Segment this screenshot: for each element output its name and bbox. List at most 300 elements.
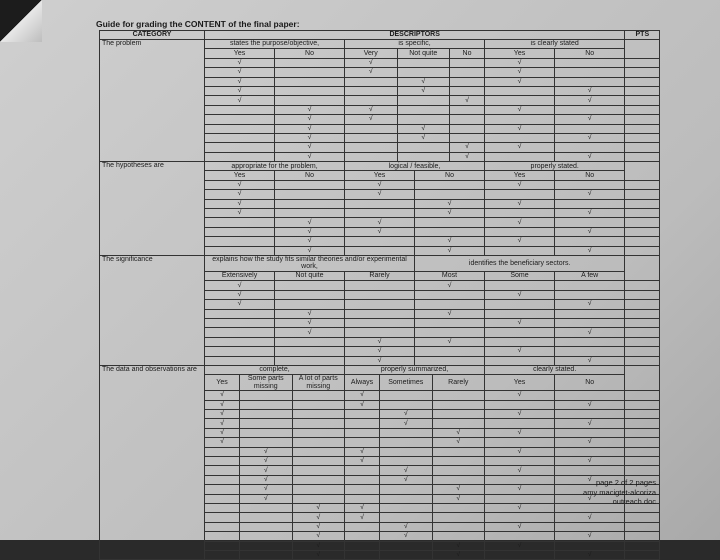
check-cell: [485, 475, 555, 484]
author-name: amy macigtet-alcoriza: [583, 487, 656, 497]
table-row: [100, 115, 660, 124]
category-cell: [100, 190, 205, 199]
check-cell: [450, 105, 485, 114]
check-cell: [485, 328, 555, 337]
pts-cell[interactable]: [625, 246, 660, 255]
check-cell: [205, 309, 275, 318]
check-cell: √: [485, 466, 555, 475]
pts-cell[interactable]: [625, 356, 660, 365]
check-cell: √: [485, 124, 555, 133]
check-cell: [205, 105, 275, 114]
check-cell: [380, 428, 433, 437]
pts-cell[interactable]: [625, 337, 660, 346]
check-cell: √: [240, 447, 293, 456]
table-row: [100, 419, 660, 428]
check-cell: √: [555, 209, 625, 218]
pts-cell[interactable]: [625, 513, 660, 522]
check-cell: [485, 400, 555, 409]
check-cell: √: [432, 550, 485, 559]
subheader-label: Extensively: [205, 271, 275, 280]
check-cell: [240, 438, 293, 447]
category-cell: [100, 124, 205, 133]
check-cell: [380, 457, 433, 466]
check-cell: [432, 466, 485, 475]
check-cell: [415, 218, 485, 227]
check-cell: [345, 309, 415, 318]
check-cell: √: [205, 438, 240, 447]
check-cell: [555, 218, 625, 227]
check-cell: [485, 115, 555, 124]
subheader-label: No: [275, 49, 345, 58]
check-cell: √: [485, 218, 555, 227]
check-cell: [555, 447, 625, 456]
check-cell: [205, 227, 275, 236]
table-row: [100, 227, 660, 236]
check-cell: [292, 447, 345, 456]
check-cell: [240, 410, 293, 419]
check-cell: √: [555, 400, 625, 409]
check-cell: [240, 419, 293, 428]
pts-cell[interactable]: [625, 550, 660, 559]
subheader-label: No: [555, 49, 625, 58]
subheader-label: Yes: [485, 375, 555, 391]
pts-cell[interactable]: [625, 115, 660, 124]
pts-cell[interactable]: [625, 290, 660, 299]
check-cell: √: [485, 541, 555, 550]
pts-cell[interactable]: [625, 318, 660, 327]
check-cell: [432, 457, 485, 466]
check-cell: [205, 237, 275, 246]
check-cell: [275, 199, 345, 208]
check-cell: [432, 475, 485, 484]
check-cell: √: [397, 77, 450, 86]
check-cell: √: [240, 457, 293, 466]
check-cell: [345, 410, 380, 419]
check-cell: [415, 328, 485, 337]
pts-cell[interactable]: [625, 227, 660, 236]
check-cell: √: [275, 309, 345, 318]
check-cell: √: [485, 347, 555, 356]
category-cell: [100, 96, 205, 105]
check-cell: [555, 124, 625, 133]
check-cell: [432, 513, 485, 522]
check-cell: √: [275, 328, 345, 337]
pts-cell[interactable]: [625, 438, 660, 447]
check-cell: [485, 513, 555, 522]
folded-corner: [0, 0, 42, 42]
pts-cell[interactable]: [625, 419, 660, 428]
check-cell: [555, 410, 625, 419]
table-row: [100, 466, 660, 475]
table-row: [100, 190, 660, 199]
category-cell: [100, 246, 205, 255]
check-cell: [240, 400, 293, 409]
category-cell: [100, 281, 205, 290]
category-cell: [100, 447, 205, 456]
descriptor-group: complete,: [205, 365, 345, 374]
check-cell: [275, 190, 345, 199]
table-row: [100, 152, 660, 161]
check-cell: [240, 522, 293, 531]
pts-cell[interactable]: [625, 190, 660, 199]
check-cell: √: [345, 356, 415, 365]
check-cell: √: [485, 290, 555, 299]
check-cell: [205, 347, 275, 356]
pts-cell[interactable]: [625, 309, 660, 318]
check-cell: [275, 337, 345, 346]
table-row: [100, 318, 660, 327]
table-row: [100, 503, 660, 512]
category-cell: [100, 328, 205, 337]
pts-cell: [625, 365, 660, 390]
category-cell: [100, 513, 205, 522]
check-cell: √: [380, 475, 433, 484]
check-cell: [432, 419, 485, 428]
check-cell: [205, 115, 275, 124]
header-row: [100, 31, 660, 40]
check-cell: √: [555, 438, 625, 447]
pts-cell[interactable]: [625, 347, 660, 356]
check-cell: √: [415, 309, 485, 318]
check-cell: √: [415, 209, 485, 218]
check-cell: √: [415, 337, 485, 346]
check-cell: [275, 356, 345, 365]
check-cell: [450, 68, 485, 77]
category-cell: [100, 290, 205, 299]
file-name: outreach.doc: [612, 497, 656, 506]
check-cell: √: [485, 410, 555, 419]
check-cell: √: [415, 237, 485, 246]
check-cell: √: [380, 410, 433, 419]
check-cell: √: [450, 96, 485, 105]
check-cell: [275, 180, 345, 189]
check-cell: [345, 199, 415, 208]
check-cell: [380, 485, 433, 494]
check-cell: [205, 356, 275, 365]
check-cell: [205, 494, 240, 503]
pts-cell[interactable]: [625, 522, 660, 531]
pts-cell[interactable]: [625, 428, 660, 437]
check-cell: [275, 58, 345, 67]
category-cell: [100, 199, 205, 208]
check-cell: [205, 513, 240, 522]
check-cell: [205, 246, 275, 255]
check-cell: √: [275, 237, 345, 246]
check-cell: [345, 77, 398, 86]
pts-cell[interactable]: [625, 281, 660, 290]
check-cell: √: [205, 400, 240, 409]
descriptor-group: is specific,: [345, 40, 485, 49]
check-cell: √: [205, 190, 275, 199]
check-cell: [205, 550, 240, 559]
table-row: [100, 550, 660, 559]
check-cell: [555, 281, 625, 290]
pts-cell[interactable]: [625, 86, 660, 95]
category-cell: [100, 115, 205, 124]
check-cell: [555, 105, 625, 114]
check-cell: [275, 96, 345, 105]
check-cell: [345, 494, 380, 503]
pts-cell[interactable]: [625, 152, 660, 161]
check-cell: √: [555, 190, 625, 199]
category-cell: [100, 337, 205, 346]
pts-cell[interactable]: [625, 457, 660, 466]
check-cell: √: [345, 115, 398, 124]
table-row: [100, 77, 660, 86]
category-cell: [100, 485, 205, 494]
check-cell: [555, 77, 625, 86]
check-cell: [380, 400, 433, 409]
check-cell: √: [555, 356, 625, 365]
check-cell: √: [345, 190, 415, 199]
check-cell: [345, 522, 380, 531]
check-cell: [345, 209, 415, 218]
check-cell: [345, 318, 415, 327]
check-cell: [205, 475, 240, 484]
category-label: The problem: [100, 40, 205, 59]
subheader-label: Some: [485, 271, 555, 280]
descriptor-group: properly stated.: [485, 162, 625, 171]
descriptor-group: clearly stated.: [485, 365, 625, 374]
check-cell: [292, 391, 345, 400]
table-row: [100, 485, 660, 494]
check-cell: [345, 133, 398, 142]
pts-cell[interactable]: [625, 466, 660, 475]
table-row: [100, 347, 660, 356]
category-cell: [100, 400, 205, 409]
check-cell: [380, 513, 433, 522]
check-cell: [292, 494, 345, 503]
check-cell: [205, 328, 275, 337]
check-cell: √: [397, 124, 450, 133]
pts-cell[interactable]: [625, 410, 660, 419]
check-cell: [345, 541, 380, 550]
check-cell: [380, 503, 433, 512]
check-cell: [555, 391, 625, 400]
check-cell: √: [240, 494, 293, 503]
check-cell: [555, 180, 625, 189]
check-cell: √: [415, 246, 485, 255]
check-cell: [205, 124, 275, 133]
category-cell: [100, 300, 205, 309]
subheader-label: Some parts missing: [240, 375, 293, 391]
check-cell: [205, 485, 240, 494]
category-cell: [100, 68, 205, 77]
check-cell: [205, 522, 240, 531]
subheader-label: Most: [415, 271, 485, 280]
subheader-label: No: [415, 171, 485, 180]
subheader-label: Yes: [485, 171, 555, 180]
check-cell: [555, 337, 625, 346]
check-cell: √: [485, 503, 555, 512]
check-cell: [397, 105, 450, 114]
pts-cell[interactable]: [625, 209, 660, 218]
check-cell: [292, 457, 345, 466]
subheader-label: No: [275, 171, 345, 180]
pts-cell[interactable]: [625, 237, 660, 246]
check-cell: [205, 466, 240, 475]
check-cell: [345, 152, 398, 161]
pts-cell[interactable]: [625, 133, 660, 142]
check-cell: √: [450, 152, 485, 161]
check-cell: [205, 133, 275, 142]
check-cell: √: [415, 281, 485, 290]
check-cell: [415, 318, 485, 327]
category-cell: [100, 457, 205, 466]
check-cell: [450, 58, 485, 67]
check-cell: √: [555, 86, 625, 95]
table-row: [100, 541, 660, 550]
check-cell: [345, 290, 415, 299]
subheader-label: Always: [345, 375, 380, 391]
check-cell: √: [345, 347, 415, 356]
subheader-label: Yes: [485, 49, 555, 58]
check-cell: √: [205, 68, 275, 77]
subheader-label: Yes: [205, 171, 275, 180]
table-row: [100, 309, 660, 318]
check-cell: √: [485, 180, 555, 189]
check-cell: [450, 77, 485, 86]
check-cell: [485, 419, 555, 428]
pts-cell[interactable]: [625, 58, 660, 67]
check-cell: √: [485, 428, 555, 437]
descriptor-group: states the purpose/objective,: [205, 40, 345, 49]
descriptor-group: explains how the study fits similar theories and/or experimental work,: [205, 255, 415, 271]
check-cell: [555, 143, 625, 152]
table-row: [100, 68, 660, 77]
check-cell: √: [485, 199, 555, 208]
pts-cell[interactable]: [625, 300, 660, 309]
category-cell: [100, 86, 205, 95]
table-row: [100, 209, 660, 218]
check-cell: √: [485, 77, 555, 86]
pts-cell[interactable]: [625, 447, 660, 456]
pts-cell[interactable]: [625, 328, 660, 337]
pts-cell[interactable]: [625, 180, 660, 189]
pts-cell[interactable]: [625, 199, 660, 208]
check-cell: √: [555, 152, 625, 161]
check-cell: [240, 391, 293, 400]
check-cell: [380, 438, 433, 447]
table-row: [100, 246, 660, 255]
check-cell: √: [275, 318, 345, 327]
check-cell: √: [485, 68, 555, 77]
table-row: [100, 410, 660, 419]
check-cell: √: [485, 237, 555, 246]
check-cell: √: [432, 438, 485, 447]
subheader-label: Yes: [205, 375, 240, 391]
table-row: [100, 300, 660, 309]
check-cell: √: [275, 227, 345, 236]
check-cell: [205, 318, 275, 327]
check-cell: √: [555, 457, 625, 466]
subheader-label: Rarely: [432, 375, 485, 391]
check-cell: √: [240, 466, 293, 475]
check-cell: [555, 199, 625, 208]
pts-cell[interactable]: [625, 400, 660, 409]
category-cell: [100, 503, 205, 512]
category-cell: [100, 541, 205, 550]
check-cell: √: [205, 300, 275, 309]
table-row: [100, 237, 660, 246]
check-cell: [345, 237, 415, 246]
check-cell: [555, 237, 625, 246]
table-row: [100, 494, 660, 503]
check-cell: √: [345, 105, 398, 114]
table-row: [100, 447, 660, 456]
check-cell: √: [345, 400, 380, 409]
pts-cell[interactable]: [625, 68, 660, 77]
check-cell: [240, 550, 293, 559]
table-row: [100, 218, 660, 227]
check-cell: [292, 485, 345, 494]
check-cell: [555, 522, 625, 531]
descriptor-group: appropriate for the problem,: [205, 162, 345, 171]
check-cell: √: [205, 58, 275, 67]
check-cell: √: [345, 513, 380, 522]
check-cell: √: [275, 143, 345, 152]
check-cell: [555, 466, 625, 475]
check-cell: [555, 347, 625, 356]
category-header: CATEGORY: [100, 31, 205, 40]
check-cell: [240, 541, 293, 550]
subheader-label: No: [555, 171, 625, 180]
descriptor-group: logical / feasible,: [345, 162, 485, 171]
descriptor-group: is clearly stated: [485, 40, 625, 49]
check-cell: [292, 466, 345, 475]
pts-cell[interactable]: [625, 218, 660, 227]
check-cell: √: [292, 522, 345, 531]
check-cell: √: [292, 550, 345, 559]
check-cell: [292, 428, 345, 437]
check-cell: [415, 300, 485, 309]
descriptors-header: DESCRIPTORS: [205, 31, 625, 40]
table-row: [100, 199, 660, 208]
check-cell: √: [555, 494, 625, 503]
table-row: [100, 457, 660, 466]
pts-cell[interactable]: [625, 124, 660, 133]
check-cell: [397, 58, 450, 67]
check-cell: [415, 227, 485, 236]
check-cell: √: [345, 58, 398, 67]
subheader-label: Not quite: [397, 49, 450, 58]
check-cell: √: [205, 199, 275, 208]
table-row: [100, 475, 660, 484]
check-cell: √: [275, 152, 345, 161]
pts-cell[interactable]: [625, 105, 660, 114]
check-cell: [555, 318, 625, 327]
category-cell: [100, 356, 205, 365]
check-cell: √: [555, 115, 625, 124]
pts-cell[interactable]: [625, 77, 660, 86]
check-cell: [485, 86, 555, 95]
check-cell: [292, 410, 345, 419]
category-cell: [100, 237, 205, 246]
pts-cell[interactable]: [625, 143, 660, 152]
check-cell: √: [292, 503, 345, 512]
section-header-row: [100, 365, 660, 374]
check-cell: √: [555, 246, 625, 255]
subheader-label: No: [450, 49, 485, 58]
category-cell: [100, 77, 205, 86]
check-cell: √: [205, 290, 275, 299]
pts-cell[interactable]: [625, 541, 660, 550]
check-cell: √: [345, 180, 415, 189]
pts-cell[interactable]: [625, 391, 660, 400]
check-cell: [205, 152, 275, 161]
pts-cell[interactable]: [625, 96, 660, 105]
check-cell: √: [345, 457, 380, 466]
